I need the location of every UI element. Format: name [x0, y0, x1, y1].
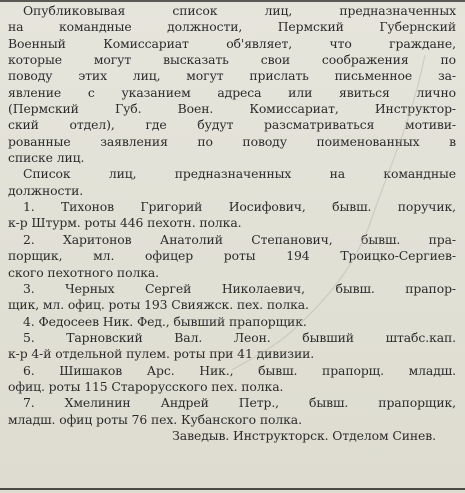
list-item [8, 395, 456, 428]
entry-line: к-р Штурм. роты 446 пехотн. полка. [8, 215, 242, 231]
list-item [8, 281, 456, 314]
entry-line: 6. Шишаков Арс. Ник., бывш. прапорщ. младш. [23, 362, 456, 378]
announcement-line: (Пермский Губ. Воен. Комиссариат, Инструктор- [8, 101, 456, 117]
list-item [8, 314, 456, 330]
list-item [8, 363, 456, 396]
list-heading-line: должности. [8, 182, 84, 198]
entry-line: 1. Тихонов Григорий Иосифович, бывш. поручик, [23, 199, 456, 215]
candidate-list [8, 199, 456, 428]
entry-line: 2. Харитонов Анатолий Степанович, бывш. пра- [23, 231, 456, 247]
signature-line: Заведыв. Инструкторск. Отделом Синев. [172, 427, 436, 443]
announcement-line: которые могут высказать свои соображения по [8, 52, 456, 68]
list-item [8, 330, 456, 363]
entry-line: 4. Федосеев Ник. Фед., бывший прапорщик. [23, 313, 307, 329]
entry-line: 7. Хмелинин Андрей Петр., бывш. прапорщик, [23, 395, 456, 411]
entry-line: к-р 4-й отдельной пулем. роты при 41 дивизии. [8, 346, 315, 362]
article-body [8, 3, 456, 444]
announcement-line: Военный Комиссариат об'являет, что граждане, [8, 35, 456, 51]
list-heading [8, 166, 456, 199]
entry-line: 5. Тарновский Вал. Леон. бывший штабс.кап. [23, 329, 456, 345]
entry-line: офиц. роты 115 Старорусского пех. полка. [8, 378, 284, 394]
list-item [8, 232, 456, 281]
entry-line: порщик, мл. офицер роты 194 Троицко-Сергиев- [8, 248, 456, 264]
announcement-line: явление с указанием адреса или явиться лично [8, 84, 456, 100]
announcement-paragraph [8, 3, 456, 166]
entry-line: щик, мл. офиц. роты 193 Свияжск. пех. полка. [8, 297, 309, 313]
list-item [8, 199, 456, 232]
top-rule [0, 0, 465, 2]
announcement-line: рованные заявления по поводу поименованных в [8, 133, 456, 149]
entry-line: 3. Черных Сергей Николаевич, бывш. прапор- [23, 280, 456, 296]
bottom-rule [0, 488, 465, 490]
entry-line: ского пехотного полка. [8, 264, 159, 280]
announcement-line: на командные должности, Пермский Губернский [8, 19, 456, 35]
announcement-line: списке лиц. [8, 150, 85, 166]
announcement-line: поводу этих лиц, могут прислать письменное за- [8, 68, 456, 84]
announcement-line: ский отдел), где будут разсматриваться мотиви- [8, 117, 456, 133]
announcement-line: Опубликовывая список лиц, предназначенных [23, 3, 456, 18]
list-heading-line: Список лиц, предназначенных на командные [23, 166, 456, 182]
entry-line: младш. офиц роты 76 пех. Кубанского полка. [8, 411, 302, 427]
